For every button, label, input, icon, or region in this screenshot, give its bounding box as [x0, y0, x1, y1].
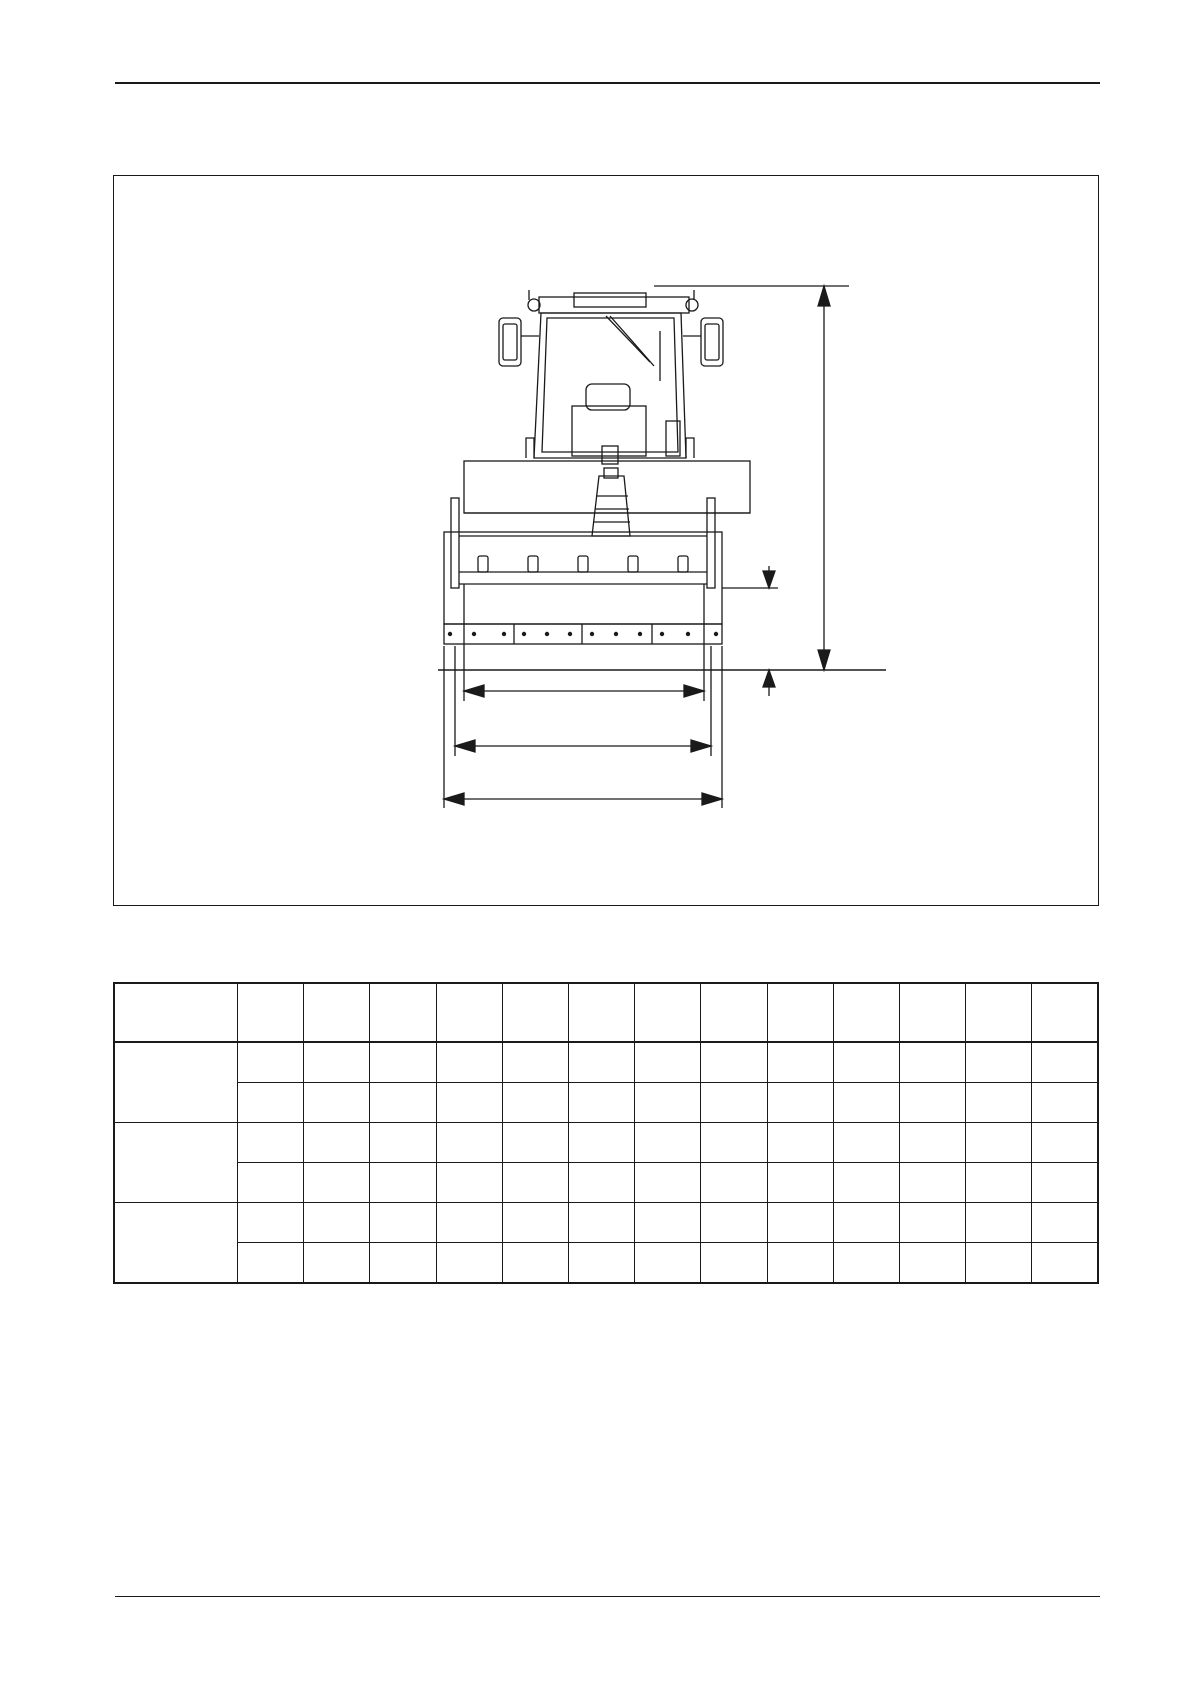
bucket-teeth: [459, 556, 707, 572]
table-cell: [899, 1243, 965, 1284]
table-cell: [238, 1123, 304, 1163]
header-cell: [502, 983, 568, 1042]
table-cell: [833, 1203, 899, 1243]
table-cell: [370, 1203, 436, 1243]
table-cell: [899, 1123, 965, 1163]
table-header-row: [114, 983, 1098, 1042]
table-cell: [502, 1203, 568, 1243]
table-cell: [767, 1163, 833, 1203]
header-cell: [1032, 983, 1098, 1042]
table-cell: [833, 1243, 899, 1284]
table-cell: [304, 1083, 370, 1123]
table-row: [114, 1203, 1098, 1243]
row-group-label: [114, 1203, 238, 1284]
table-cell: [899, 1083, 965, 1123]
table-cell: [568, 1163, 634, 1203]
table-row: [114, 1083, 1098, 1123]
table-cell: [833, 1123, 899, 1163]
table-cell: [304, 1163, 370, 1203]
table-cell: [568, 1042, 634, 1083]
table-cell: [966, 1042, 1032, 1083]
table-cell: [701, 1042, 767, 1083]
table-cell: [238, 1042, 304, 1083]
table-cell: [635, 1042, 701, 1083]
table-cell: [701, 1203, 767, 1243]
header-cell: [899, 983, 965, 1042]
table-cell: [370, 1123, 436, 1163]
header-cell: [568, 983, 634, 1042]
table-cell: [436, 1243, 502, 1284]
width-dimension-1: [464, 584, 704, 701]
table-row: [114, 1042, 1098, 1083]
header-cell: [767, 983, 833, 1042]
table-cell: [568, 1123, 634, 1163]
footer-rule: [115, 1596, 1100, 1597]
table-cell: [767, 1083, 833, 1123]
clearance-dimension: [722, 566, 778, 696]
table-cell: [1032, 1203, 1098, 1243]
table-cell: [701, 1123, 767, 1163]
table-cell: [635, 1083, 701, 1123]
loader-front-view: [114, 176, 1100, 907]
side-mirrors: [499, 318, 723, 366]
table-cell: [436, 1123, 502, 1163]
table-cell: [568, 1203, 634, 1243]
table-cell: [304, 1203, 370, 1243]
cab-roof: [528, 290, 698, 313]
table-row: [114, 1123, 1098, 1163]
header-rule: [115, 82, 1100, 84]
table-cell: [767, 1123, 833, 1163]
table-cell: [568, 1243, 634, 1284]
header-label-cell: [114, 983, 238, 1042]
header-cell: [238, 983, 304, 1042]
table-cell: [568, 1083, 634, 1123]
table-cell: [701, 1163, 767, 1203]
table-cell: [833, 1083, 899, 1123]
header-cell: [370, 983, 436, 1042]
table-cell: [1032, 1163, 1098, 1203]
table-row: [114, 1243, 1098, 1284]
table-cell: [899, 1163, 965, 1203]
table-cell: [436, 1203, 502, 1243]
table-cell: [436, 1163, 502, 1203]
table-cell: [899, 1203, 965, 1243]
table-cell: [436, 1083, 502, 1123]
table-cell: [701, 1083, 767, 1123]
bucket: [444, 498, 722, 644]
table-cell: [899, 1042, 965, 1083]
table-cell: [966, 1163, 1032, 1203]
table-row: [114, 1163, 1098, 1203]
table-cell: [635, 1163, 701, 1203]
header-cell: [966, 983, 1032, 1042]
table-cell: [304, 1243, 370, 1284]
cab: [534, 313, 686, 464]
table-cell: [370, 1083, 436, 1123]
table-cell: [1032, 1042, 1098, 1083]
table-cell: [502, 1042, 568, 1083]
table-cell: [635, 1203, 701, 1243]
table-cell: [966, 1123, 1032, 1163]
header-cell: [304, 983, 370, 1042]
header-cell: [635, 983, 701, 1042]
table-cell: [701, 1243, 767, 1284]
header-cell: [833, 983, 899, 1042]
table-cell: [1032, 1123, 1098, 1163]
table-cell: [304, 1042, 370, 1083]
table-cell: [767, 1042, 833, 1083]
header-cell: [701, 983, 767, 1042]
table-cell: [502, 1243, 568, 1284]
table-cell: [767, 1243, 833, 1284]
table-cell: [370, 1243, 436, 1284]
table-cell: [502, 1123, 568, 1163]
height-dimension: [654, 286, 849, 670]
table-cell: [635, 1123, 701, 1163]
row-group-label: [114, 1042, 238, 1123]
table-cell: [833, 1163, 899, 1203]
table-cell: [635, 1243, 701, 1284]
table-cell: [238, 1203, 304, 1243]
table-cell: [238, 1083, 304, 1123]
table-cell: [304, 1123, 370, 1163]
table-cell: [238, 1163, 304, 1203]
table-cell: [767, 1203, 833, 1243]
table-cell: [1032, 1243, 1098, 1284]
row-group-label: [114, 1123, 238, 1203]
table-cell: [966, 1203, 1032, 1243]
table-cell: [502, 1163, 568, 1203]
table-cell: [833, 1042, 899, 1083]
width-dimension-2: [455, 646, 711, 756]
table-cell: [966, 1083, 1032, 1123]
table-cell: [502, 1083, 568, 1123]
table-cell: [370, 1163, 436, 1203]
table-cell: [370, 1042, 436, 1083]
dimension-table: [113, 982, 1099, 1284]
table-cell: [966, 1243, 1032, 1284]
figure-frame: [113, 175, 1099, 906]
header-cell: [436, 983, 502, 1042]
table-cell: [436, 1042, 502, 1083]
table-cell: [238, 1243, 304, 1284]
table-cell: [1032, 1083, 1098, 1123]
